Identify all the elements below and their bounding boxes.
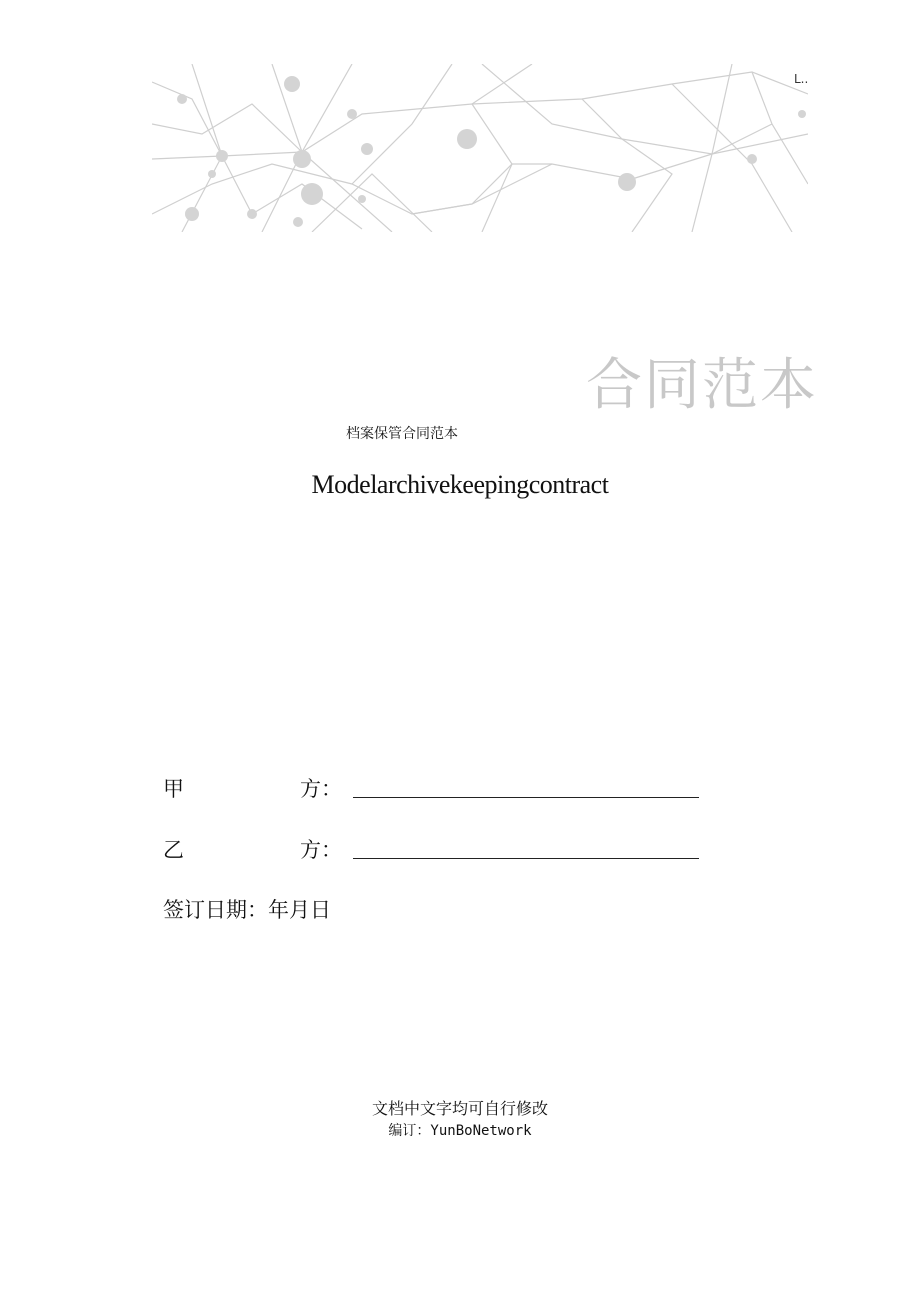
party-a-label: 甲 <box>163 777 184 801</box>
sign-date: 签订日期：年月日 <box>163 898 331 922</box>
party-a-blank-line <box>353 797 699 798</box>
party-b-label: 乙 <box>163 838 184 862</box>
party-b-suffix: 方： <box>300 838 342 862</box>
footer-editor: 编订：YunBoNetwork <box>388 1123 532 1139</box>
party-b-blank-line <box>353 858 699 859</box>
document-subtitle-cn: 档案保管合同范本 <box>346 426 458 442</box>
network-banner-graphic <box>152 64 808 232</box>
footer-note: 文档中文字均可自行修改 <box>371 1099 548 1118</box>
party-a-suffix: 方： <box>300 777 342 801</box>
document-title-en: Modelarchivekeepingcontract <box>311 470 609 499</box>
watermark-title: 合同范本 <box>586 353 818 418</box>
corner-mark: L.. <box>794 72 809 86</box>
